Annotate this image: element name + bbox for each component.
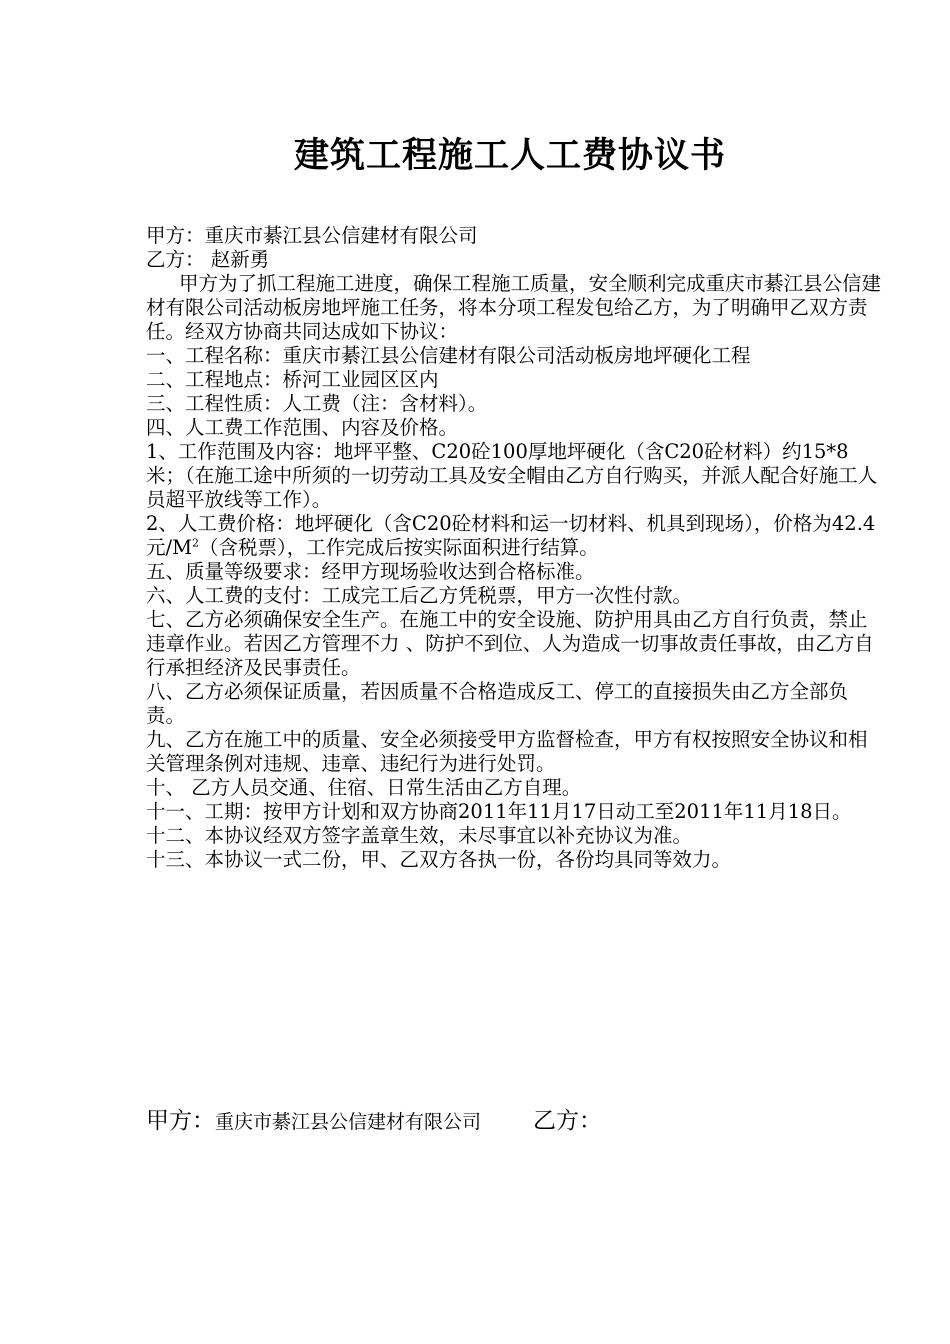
clause-12: 十二、本协议经双方签字盖章生效，未尽事宜以补充协议为准。 xyxy=(146,824,693,847)
clause-3: 三、工程性质：人工费（注：含材料）。 xyxy=(146,392,488,415)
clause-4: 四、人工费工作范围、内容及价格。 xyxy=(146,416,459,439)
clause-5: 五、质量等级要求：经甲方现场验收达到合格标准。 xyxy=(146,560,595,583)
price-unit-superscript: 2 xyxy=(192,536,200,550)
intro-paragraph: 甲方为了抓工程施工进度，确保工程施工质量，安全顺利完成重庆市綦江县公信建材有限公司活动板房地坪施工任务，将本分项工程发包给乙方，为了明确甲乙双方责任。经双方协商共同达成如下协议： xyxy=(146,272,882,343)
document-body xyxy=(146,224,886,872)
clause-6: 六、人工费的支付：工成完工后乙方凭税票，甲方一次性付款。 xyxy=(146,584,693,607)
clause-1: 一、工程名称：重庆市綦江县公信建材有限公司活动板房地坪硬化工程 xyxy=(146,344,751,367)
signature-party-b-label: 乙方： xyxy=(533,1108,603,1134)
clause-10: 十、 乙方人员交通、住宿、日常生活由乙方自理。 xyxy=(146,776,582,799)
signature-party-a-name: 重庆市綦江县公信建材有限公司 xyxy=(215,1111,482,1133)
clause-4-1: 1、工作范围及内容：地坪平整、C20砼100厚地坪硬化（含C20砼材料）约15*8米；（在施工途中所须的一切劳动工具及安全帽由乙方自行购买，并派人配合好施工人员超平放线等工作）。 xyxy=(146,440,878,511)
price-text: 2、人工费价格：地坪硬化（含C20砼材料和运一切材料、机具到现场），价格为42.4元/M xyxy=(146,512,876,559)
clause-4-2 xyxy=(146,512,886,560)
signature-party-a-label: 甲方： xyxy=(146,1108,215,1134)
clause-8: 八、乙方必须保证质量，若因质量不合格造成反工、停工的直接损失由乙方全部负责。 xyxy=(146,680,849,727)
clause-11: 十一、工期：按甲方计划和双方协商2011年11月17日动工至2011年11月18日。 xyxy=(146,800,852,823)
document-title: 建筑工程施工人工费协议书 xyxy=(293,135,726,176)
clause-7: 七、乙方必须确保安全生产。在施工中的安全设施、防护用具由乙方自行负责，禁止违章作业。若因乙方管理不力 、防护不到位、人为造成一切事故责任事故，由乙方自行承担经济及民事责任。 xyxy=(146,608,874,679)
price-text-after: （含税票），工作完成后按实际面积进行结算。 xyxy=(199,536,599,559)
clause-13: 十三、本协议一式二份，甲、乙双方各执一份，各份均具同等效力。 xyxy=(146,848,732,871)
clause-9: 九、乙方在施工中的质量、安全必须接受甲方监督检查，甲方有权按照安全协议和相关管理条例对违规、违章、违纪行为进行处罚。 xyxy=(146,728,868,775)
signature-block xyxy=(146,1106,886,1137)
party-a-line: 甲方：重庆市綦江县公信建材有限公司 xyxy=(146,224,478,247)
party-b-line: 乙方： 赵新勇 xyxy=(146,248,270,271)
clause-2: 二、工程地点：桥河工业园区区内 xyxy=(146,368,439,391)
